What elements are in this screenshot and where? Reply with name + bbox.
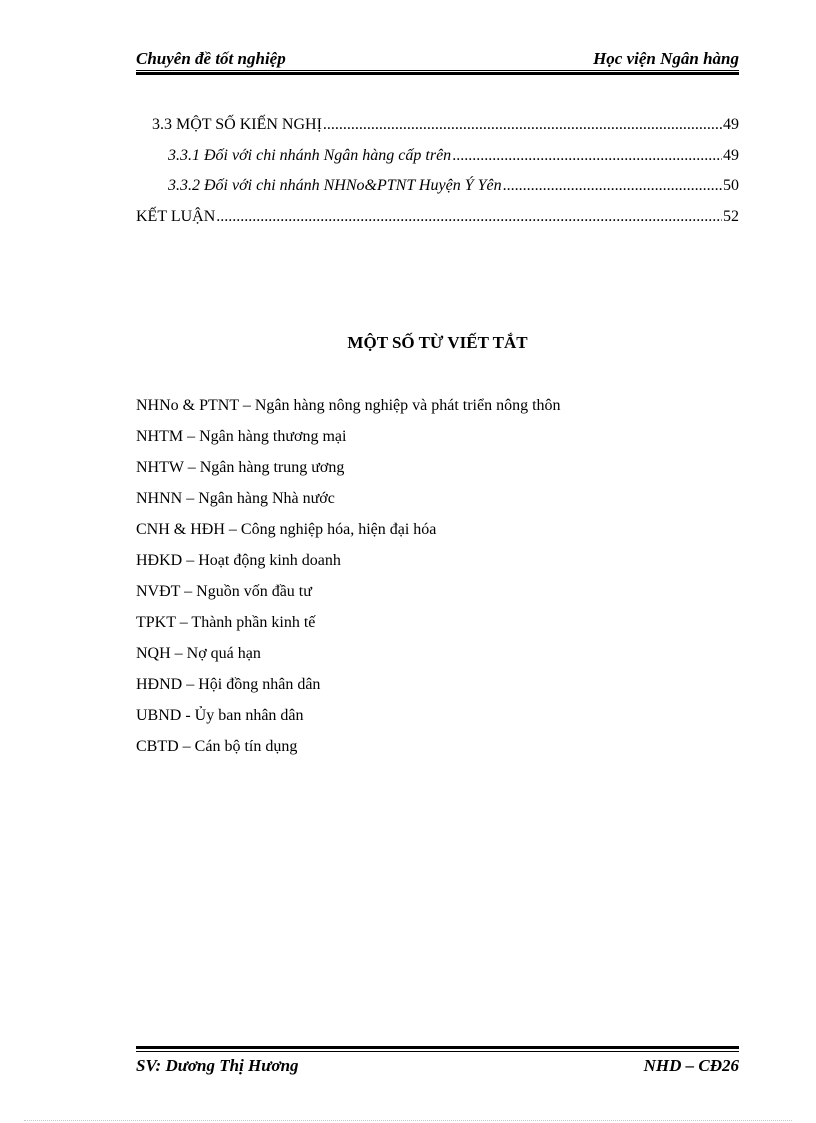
abbreviation-item: TPKT – Thành phần kinh tế (136, 614, 316, 631)
footer-rule-thick (136, 1046, 739, 1049)
toc-entry (168, 177, 739, 195)
toc-leader-dots (452, 147, 722, 165)
page-edge-divider (24, 1120, 792, 1121)
abbreviation-item: HĐKD – Hoạt động kinh doanh (136, 552, 341, 569)
abbreviation-item: NVĐT – Nguồn vốn đầu tư (136, 583, 312, 600)
header-right-text: Học viện Ngân hàng (593, 49, 739, 68)
footer-left-text: SV: Dương Thị Hương (136, 1056, 299, 1075)
toc-leader-dots (216, 208, 722, 226)
toc-entry (168, 147, 739, 165)
abbreviation-item: NQH – Nợ quá hạn (136, 645, 261, 662)
page-footer (136, 1056, 739, 1076)
toc-leader-dots (323, 116, 722, 134)
header-rule-thin (136, 70, 739, 71)
toc-entry (152, 116, 739, 134)
abbreviation-item: NHNo & PTNT – Ngân hàng nông nghiệp và phát triển nông thôn (136, 397, 561, 414)
abbreviation-item: CNH & HĐH – Công nghiệp hóa, hiện đại hóa (136, 521, 437, 538)
abbreviation-item: NHTM – Ngân hàng thương mại (136, 428, 347, 445)
page-header (136, 49, 739, 69)
toc-entry-page: 49 (723, 116, 739, 133)
toc-entry-text: 3.3.2 Đối với chi nhánh NHNo&PTNT Huyện Ý Yên (168, 177, 502, 194)
toc-entry-text: KẾT LUẬN (136, 208, 216, 225)
toc-leader-dots (503, 177, 722, 195)
abbreviation-item: UBND - Ủy ban nhân dân (136, 707, 304, 724)
toc-entry-page: 50 (723, 177, 739, 194)
toc-entry-text: 3.3 MỘT SỐ KIẾN NGHỊ (152, 116, 322, 133)
header-rule-thick (136, 72, 739, 75)
toc-entry-text: 3.3.1 Đối với chi nhánh Ngân hàng cấp trên (168, 147, 452, 164)
footer-rule-thin (136, 1051, 739, 1052)
header-left-text: Chuyên đề tốt nghiệp (136, 49, 286, 68)
abbreviation-item: CBTD – Cán bộ tín dụng (136, 738, 298, 755)
abbreviation-item: NHNN – Ngân hàng Nhà nước (136, 490, 335, 507)
toc-entry-page: 49 (723, 147, 739, 164)
abbreviation-item: HĐND – Hội đồng nhân dân (136, 676, 321, 693)
toc-entry-page: 52 (723, 208, 739, 225)
abbreviation-item: NHTW – Ngân hàng trung ương (136, 459, 345, 476)
toc-entry (136, 208, 739, 226)
footer-right-text: NHD – CĐ26 (643, 1056, 739, 1075)
abbreviations-title: MỘT SỐ TỪ VIẾT TẮT (347, 333, 528, 352)
abbreviations-list (136, 394, 561, 766)
